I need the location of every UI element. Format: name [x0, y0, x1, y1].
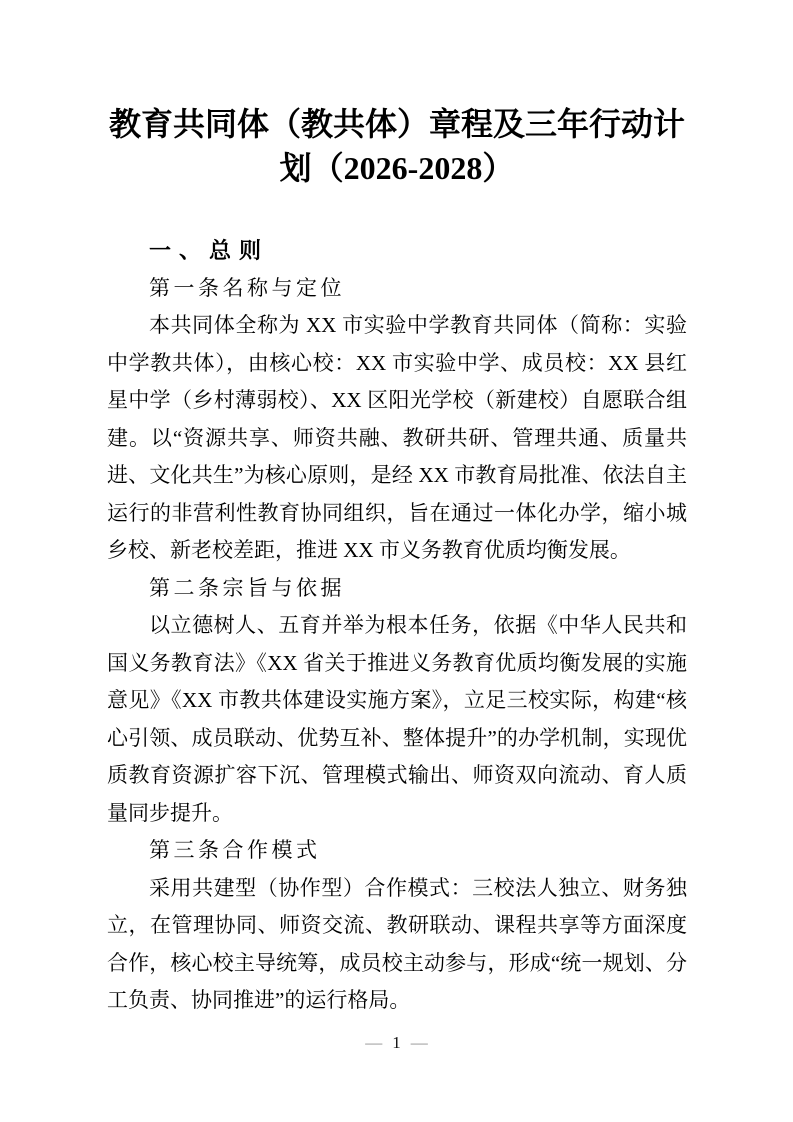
footer-dash-right: — — [410, 1033, 428, 1052]
article-3 — [107, 832, 687, 1020]
document-title: 教育共同体（教共体）章程及三年行动计划（2026-2028） — [108, 106, 685, 186]
article-2 — [107, 570, 687, 833]
article-1 — [107, 270, 687, 570]
article-2-title: 第二条宗旨与依据 — [149, 575, 345, 600]
document-body — [107, 232, 687, 1020]
section-heading-general-provisions: 一、总则 — [149, 238, 270, 263]
article-2-body: 以立德树人、五育并举为根本任务，依据《中华人民共和国义务教育法》《XX 省关于推进义务教育优质均衡发展的实施意见》《XX 市教共体建设实施方案》，立足三校实际，构建“核心引领、成员联动、优势互补、整体提升”的办学机制，实现优质教育资源扩容下沉、管理模式输出、师资双向流动、育人质量同步提升。 — [107, 613, 687, 825]
article-3-title: 第三条合作模式 — [149, 838, 321, 862]
article-3-body: 采用共建型（协作型）合作模式：三校法人独立、财务独立，在管理协同、师资交流、教研联动、课程共享等方面深度合作，核心校主导统筹，成员校主动参与，形成“统一规划、分工负责、协同推进”的运行格局。 — [107, 875, 687, 1012]
article-1-body: 本共同体全称为 XX 市实验中学教育共同体（简称：实验中学教共体），由核心校：XX 市实验中学、成员校：XX 县红星中学（乡村薄弱校）、XX 区阳光学校（新建校）自愿联合组建。以“资源共享、师资共融、教研共研、管理共通、质量共进、文化共生”为核心原则，是经 XX 市教育局批准、依法自主运行的非营利性教育协同组织，旨在通过一体化办学，缩小城乡校、新老校差距，推进 XX 市义务教育优质均衡发展。 — [107, 313, 687, 562]
page-footer — [0, 1033, 793, 1053]
footer-dash-left: — — [365, 1033, 383, 1052]
page-number: 1 — [392, 1033, 401, 1052]
article-1-title: 第一条名称与定位 — [149, 275, 345, 300]
